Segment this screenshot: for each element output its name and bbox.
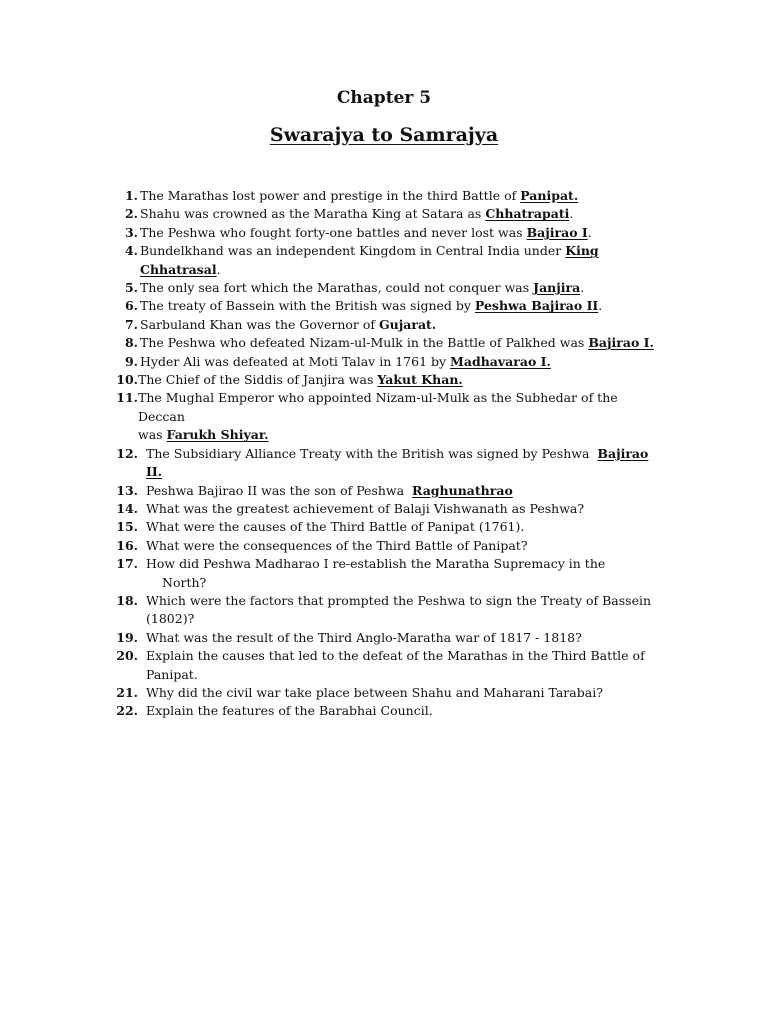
answer: Gujarat.	[378, 316, 437, 332]
chapter-heading: Chapter 5	[336, 88, 432, 108]
question-item	[108, 518, 668, 536]
answer: Bajirao I	[526, 224, 588, 240]
question-item	[108, 629, 668, 647]
question-text: Bundelkhand was an independent Kingdom in Central India under King Chhatrasal.	[140, 243, 599, 277]
question-item	[108, 537, 668, 555]
answer: Panipat.	[520, 188, 579, 203]
question-number: 16.	[116, 537, 138, 553]
chapter-title: Swarajya to Samrajya	[269, 124, 499, 146]
question-item	[108, 592, 668, 629]
question-text: The Subsidiary Alliance Treaty with the British was signed by Peshwa Bajirao II.	[146, 445, 649, 480]
question-text: The Marathas lost power and prestige in the third Battle of Panipat.	[140, 188, 579, 203]
question-item	[108, 482, 668, 500]
question-number: 8.	[124, 335, 138, 351]
question-item	[108, 242, 668, 279]
question-number: 18.	[116, 592, 138, 608]
question-number: 13.	[116, 482, 138, 498]
question-item	[108, 224, 668, 242]
question-number: 21.	[116, 684, 138, 700]
question-number: 17.	[116, 556, 138, 572]
answer: Peshwa Bajirao II	[474, 298, 599, 314]
question-item	[108, 353, 668, 371]
question-number: 12.	[116, 445, 138, 461]
question-item	[108, 647, 668, 684]
question-number: 15.	[116, 519, 138, 535]
question-number: 4.	[124, 243, 138, 259]
question-text: The Mughal Emperor who appointed Nizam-ul-Mulk as the Subhedar of the Deccan was Farukh Shiyar.	[138, 390, 618, 443]
answer: Raghunathrao	[412, 482, 513, 498]
answer: Yakut Khan.	[377, 372, 463, 388]
question-text: The Chief of the Siddis of Janjira was Yakut Khan.	[138, 372, 463, 388]
question-number: 20.	[116, 648, 138, 664]
question-text: What was the greatest achievement of Balaji Vishwanath as Peshwa?	[146, 500, 585, 516]
question-number: 5.	[124, 280, 138, 296]
question-item	[108, 389, 668, 444]
question-text: Which were the factors that prompted the Peshwa to sign the Treaty of Bassein (1802)?	[146, 592, 652, 627]
question-item	[108, 684, 668, 702]
question-item	[108, 702, 668, 720]
question-number: 14.	[116, 500, 138, 516]
question-text: How did Peshwa Madharao I re-establish the Maratha Supremacy in the North?	[146, 556, 606, 590]
question-text: Explain the causes that led to the defeat of the Marathas in the Third Battle of Panipat.	[146, 648, 645, 682]
question-number: 7.	[124, 316, 138, 332]
question-item	[108, 316, 668, 334]
question-item	[108, 279, 668, 297]
answer: Madhavarao I.	[450, 353, 551, 369]
answer: Bajirao II.	[146, 445, 649, 480]
question-text: What were the consequences of the Third Battle of Panipat?	[146, 537, 528, 553]
answer: Chhatrapati	[485, 206, 570, 222]
question-text: Sarbuland Khan was the Governor of Gujarat.	[140, 316, 437, 332]
answer: King Chhatrasal	[140, 243, 599, 277]
question-item	[108, 371, 668, 389]
answer: Farukh Shiyar.	[166, 427, 269, 443]
question-number: 2.	[124, 206, 138, 222]
question-text: The Peshwa who fought forty-one battles and never lost was Bajirao I.	[140, 224, 592, 240]
question-number: 3.	[124, 224, 138, 240]
question-text: Shahu was crowned as the Maratha King at Satara as Chhatrapati.	[140, 206, 574, 222]
question-item	[108, 205, 668, 223]
answer: Bajirao I.	[588, 335, 654, 351]
question-text: Hyder Ali was defeated at Moti Talav in 1761 by Madhavarao I.	[140, 353, 551, 369]
question-item	[108, 555, 668, 592]
question-number: 11.	[116, 390, 138, 406]
question-number: 6.	[124, 298, 138, 314]
question-number: 1.	[124, 188, 138, 203]
question-text: Why did the civil war take place between Shahu and Maharani Tarabai?	[146, 684, 603, 700]
question-text: The treaty of Bassein with the British was signed by Peshwa Bajirao II.	[140, 298, 603, 314]
question-text: The only sea fort which the Marathas, could not conquer was Janjira.	[140, 280, 585, 296]
answer: Janjira	[533, 280, 581, 296]
question-number: 10.	[116, 372, 138, 388]
question-number: 9.	[124, 353, 138, 369]
question-text: What was the result of the Third Anglo-Maratha war of 1817 - 1818?	[146, 629, 582, 645]
question-text: The Peshwa who defeated Nizam-ul-Mulk in the Battle of Palkhed was Bajirao I.	[140, 335, 654, 351]
question-number: 19.	[116, 629, 138, 645]
question-text: Peshwa Bajirao II was the son of Peshwa Raghunathrao	[146, 482, 513, 498]
question-item	[108, 297, 668, 315]
question-item	[108, 334, 668, 352]
question-item	[108, 187, 668, 205]
question-item	[108, 500, 668, 518]
question-list	[108, 187, 668, 721]
question-text: Explain the features of the Barabhai Council.	[146, 703, 433, 719]
question-item	[108, 445, 668, 482]
question-number: 22.	[116, 703, 138, 719]
question-text: What were the causes of the Third Battle of Panipat (1761).	[146, 519, 525, 535]
